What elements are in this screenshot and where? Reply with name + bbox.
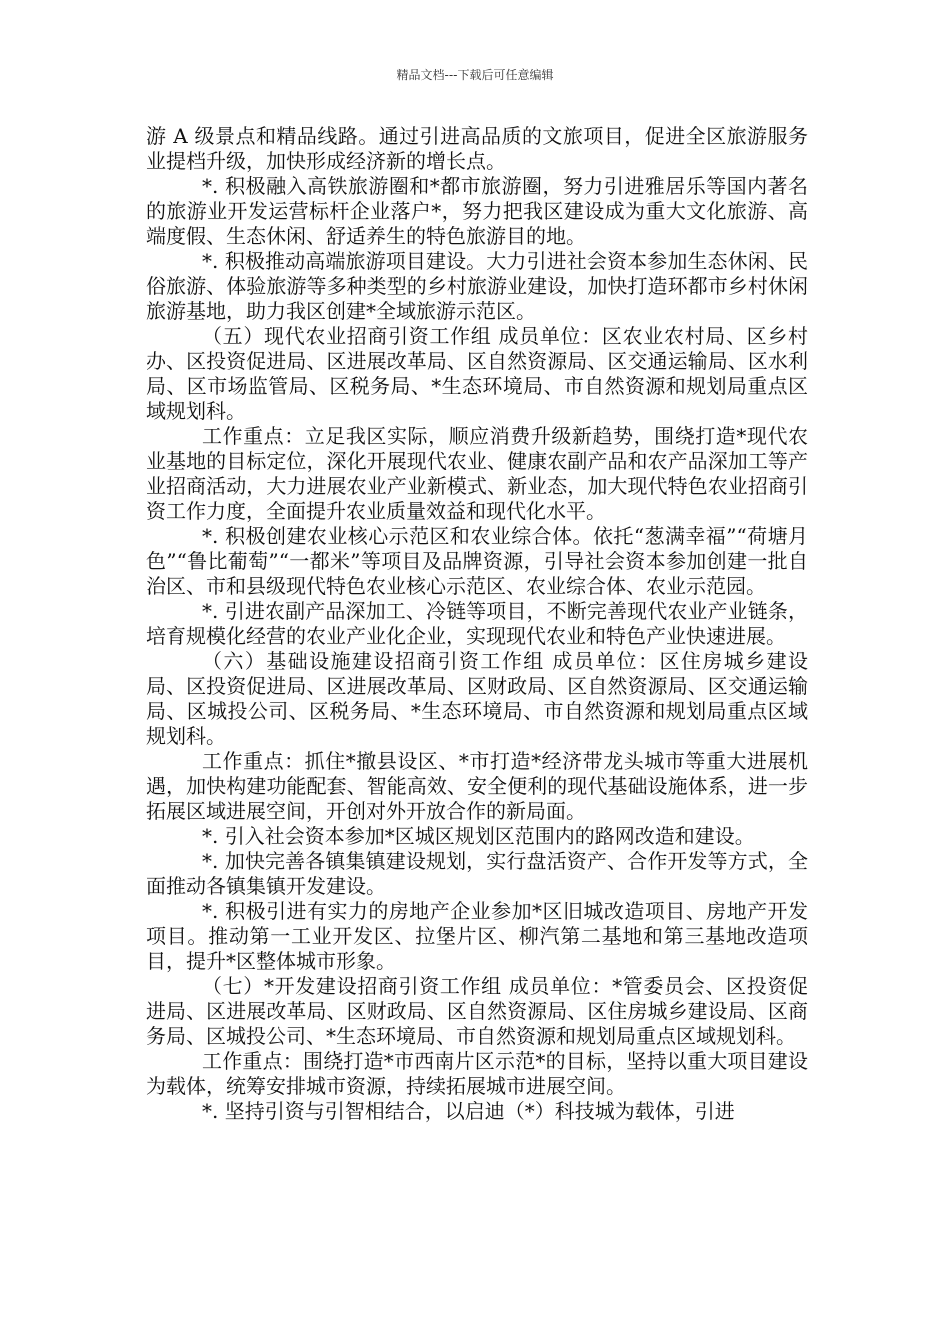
paragraph: *. 积极融入高铁旅游圈和*都市旅游圈，努力引进雅居乐等国内著名的旅游业开发运营标杆企业落户*，努力把我区建设成为重大文化旅游、高端度假、生态休闲、舒适养生的特色旅游目的地。 bbox=[146, 174, 808, 248]
paragraph: *. 积极推动高端旅游项目建设。大力引进社会资本参加生态休闲、民俗旅游、体验旅游等多种类型的乡村旅游业建设，加快打造环都市乡村休闲旅游基地，助力我区创建*全域旅游示范区。 bbox=[146, 249, 808, 323]
paragraph: *. 加快完善各镇集镇建设规划，实行盘活资产、合作开发等方式，全面推动各镇集镇开发建设。 bbox=[146, 849, 808, 898]
document-body bbox=[146, 124, 808, 1124]
page-header: 精品文档---下载后可任意编辑 bbox=[396, 68, 554, 82]
section-heading: （五）现代农业招商引资工作组 成员单位：区农业农村局、区乡村办、区投资促进局、区进展改革局、区自然资源局、区交通运输局、区水利局、区市场监管局、区税务局、*生态环境局、市自然资源和规划局重点区域规划科。 bbox=[146, 324, 808, 423]
paragraph: *. 积极创建农业核心示范区和农业综合体。依托“葱满幸福”“荷塘月色”“鲁比葡萄”“一都米”等项目及品牌资源，引导社会资本参加创建一批自治区、市和县级现代特色农业核心示范区、农业综合体、农业示范园。 bbox=[146, 524, 808, 598]
paragraph: 工作重点：围绕打造*市西南片区示范*的目标，坚持以重大项目建设为载体，统筹安排城市资源，持续拓展城市进展空间。 bbox=[146, 1049, 808, 1098]
paragraph: 游 A 级景点和精品线路。通过引进高品质的文旅项目，促进全区旅游服务业提档升级，加快形成经济新的增长点。 bbox=[146, 124, 808, 173]
paragraph: *. 积极引进有实力的房地产企业参加*区旧城改造项目、房地产开发项目。推动第一工业开发区、拉堡片区、柳汽第二基地和第三基地改造项目，提升*区整体城市形象。 bbox=[146, 899, 808, 973]
section-heading: （七）*开发建设招商引资工作组 成员单位：*管委员会、区投资促进局、区进展改革局、区财政局、区自然资源局、区住房城乡建设局、区商务局、区城投公司、*生态环境局、市自然资源和规划局重点区域规划科。 bbox=[146, 974, 808, 1048]
paragraph: *. 坚持引资与引智相结合，以启迪（*）科技城为载体，引进 bbox=[202, 1099, 735, 1123]
paragraph: *. 引进农副产品深加工、冷链等项目，不断完善现代农业产业链条，培育规模化经营的农业产业化企业，实现现代农业和特色产业快速进展。 bbox=[146, 599, 808, 648]
paragraph: 工作重点：抓住*撤县设区、*市打造*经济带龙头城市等重大进展机遇，加快构建功能配套、智能高效、安全便利的现代基础设施体系，进一步拓展区域进展空间，开创对外开放合作的新局面。 bbox=[146, 749, 808, 823]
section-heading: （六）基础设施建设招商引资工作组 成员单位：区住房城乡建设局、区投资促进局、区进展改革局、区财政局、区自然资源局、区交通运输局、区城投公司、区税务局、*生态环境局、市自然资源和规划局重点区域规划科。 bbox=[146, 649, 808, 748]
paragraph: *. 引入社会资本参加*区城区规划区范围内的路网改造和建设。 bbox=[202, 824, 755, 848]
paragraph: 工作重点：立足我区实际，顺应消费升级新趋势，围绕打造*现代农业基地的目标定位，深化开展现代农业、健康农副产品和农产品深加工等产业招商活动，大力进展农业产业新模式、新业态，加大现代特色农业招商引资工作力度，全面提升农业质量效益和现代化水平。 bbox=[146, 424, 808, 523]
